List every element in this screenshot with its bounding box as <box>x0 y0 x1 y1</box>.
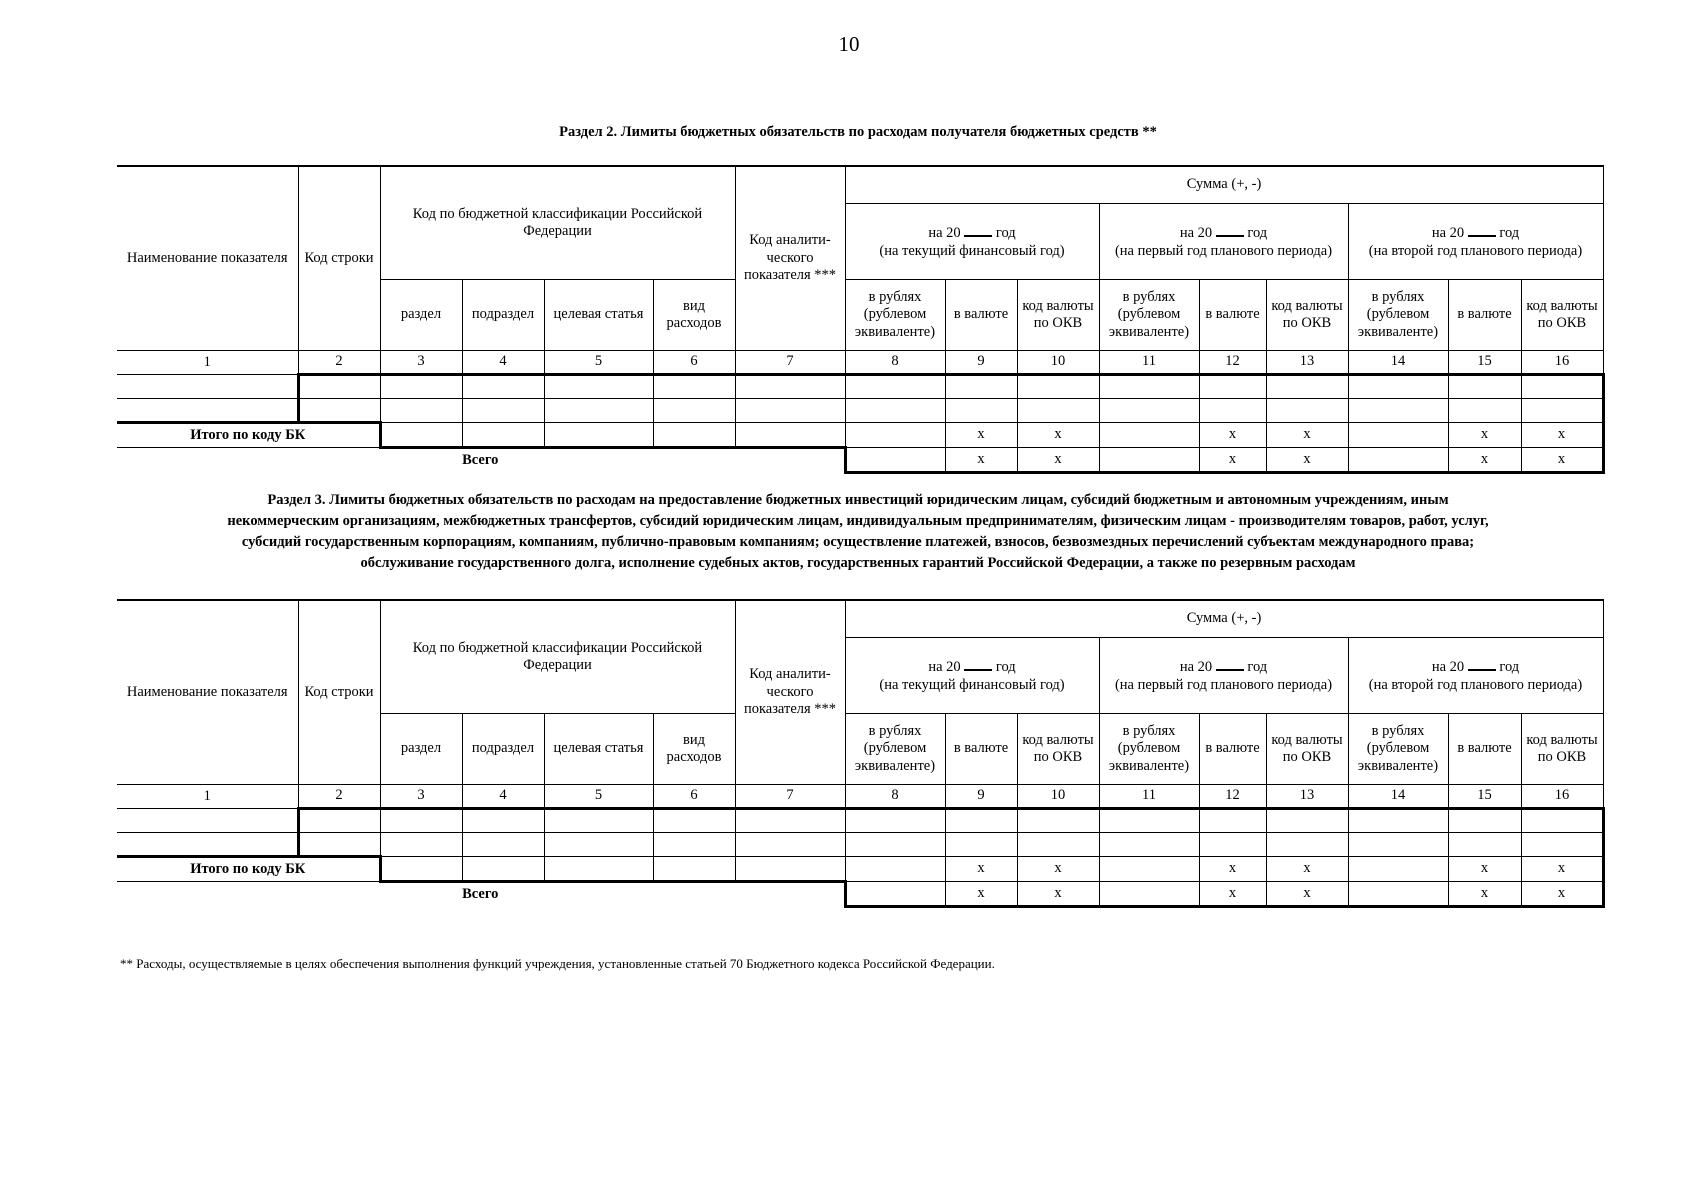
year-suffix: год <box>1499 225 1520 242</box>
cell-okv[interactable] <box>1266 375 1348 399</box>
column-number: 7 <box>735 785 845 809</box>
header-year-current <box>845 638 1099 714</box>
header-row-code: Код строки <box>298 600 380 785</box>
cell-razdel[interactable] <box>380 809 462 833</box>
column-number: 1 <box>117 785 298 809</box>
header-year-plan-2 <box>1348 638 1603 714</box>
column-number: 2 <box>298 351 380 375</box>
year-suffix: год <box>1247 659 1268 676</box>
cell-name[interactable] <box>117 809 298 833</box>
header-okv: код валюты по ОКВ <box>1521 714 1603 785</box>
cell-x: x <box>1017 423 1099 448</box>
header-podrazdel: подраздел <box>462 714 544 785</box>
header-currency: в валюте <box>945 714 1017 785</box>
cell-currency[interactable] <box>1199 375 1266 399</box>
column-number: 2 <box>298 785 380 809</box>
year-suffix: год <box>1247 225 1268 242</box>
cell-x: x <box>945 423 1017 448</box>
cell-x: x <box>1199 448 1266 473</box>
total-bk-label: Итого по коду БК <box>117 857 380 882</box>
cell-expense-type[interactable] <box>653 375 735 399</box>
cell-currency[interactable] <box>1199 833 1266 857</box>
cell-rubles[interactable] <box>1099 857 1199 882</box>
year-blank <box>964 223 992 237</box>
cell-podrazdel[interactable] <box>462 833 544 857</box>
header-target-article: целевая статья <box>544 280 653 351</box>
cell-rubles[interactable] <box>1348 882 1448 907</box>
year-suffix: год <box>1499 659 1520 676</box>
cell-rubles[interactable] <box>845 375 945 399</box>
cell-rubles[interactable] <box>1348 375 1448 399</box>
cell-razdel[interactable] <box>380 857 462 882</box>
cell-row-code[interactable] <box>298 375 380 399</box>
cell-podrazdel[interactable] <box>462 809 544 833</box>
column-number: 14 <box>1348 785 1448 809</box>
cell-target-article[interactable] <box>544 833 653 857</box>
table-row <box>117 375 1603 399</box>
cell-x: x <box>1448 448 1521 473</box>
cell-analytic[interactable] <box>735 857 845 882</box>
year-description: (на текущий финансовый год) <box>879 676 1065 693</box>
cell-okv[interactable] <box>1017 833 1099 857</box>
column-number: 5 <box>544 785 653 809</box>
column-number: 8 <box>845 351 945 375</box>
column-number: 10 <box>1017 785 1099 809</box>
cell-okv[interactable] <box>1266 809 1348 833</box>
cell-rubles[interactable] <box>845 448 945 473</box>
header-rubles: в рублях (рублевом эквиваленте) <box>1348 714 1448 785</box>
cell-podrazdel[interactable] <box>462 423 544 448</box>
cell-currency[interactable] <box>1199 399 1266 423</box>
total-label: Всего <box>462 886 499 903</box>
cell-expense-type[interactable] <box>653 809 735 833</box>
header-okv: код валюты по ОКВ <box>1521 280 1603 351</box>
cell-row-code[interactable] <box>298 399 380 423</box>
cell-x: x <box>1448 423 1521 448</box>
header-expense-type: вид расходов <box>653 280 735 351</box>
cell-row-code[interactable] <box>298 833 380 857</box>
year-description: (на первый год планового периода) <box>1114 676 1333 693</box>
cell-target-article[interactable] <box>544 399 653 423</box>
cell-rubles[interactable] <box>1099 375 1199 399</box>
column-number: 6 <box>653 351 735 375</box>
header-analytic-code: Код аналити-ческого показателя *** <box>735 600 845 785</box>
header-target-article: целевая статья <box>544 714 653 785</box>
cell-x: x <box>1266 448 1348 473</box>
column-number: 8 <box>845 785 945 809</box>
header-year-plan-1 <box>1099 204 1348 280</box>
cell-currency[interactable] <box>1448 833 1521 857</box>
cell-row-code[interactable] <box>298 809 380 833</box>
header-okv: код валюты по ОКВ <box>1017 714 1099 785</box>
year-description: (на первый год планового периода) <box>1114 242 1333 259</box>
cell-analytic[interactable] <box>735 375 845 399</box>
cell-currency[interactable] <box>1448 809 1521 833</box>
column-number: 10 <box>1017 351 1099 375</box>
cell-x: x <box>1521 448 1603 473</box>
header-okv: код валюты по ОКВ <box>1266 280 1348 351</box>
section-3-title <box>118 490 1598 574</box>
cell-rubles[interactable] <box>845 833 945 857</box>
cell-name[interactable] <box>117 399 298 423</box>
year-prefix: на 20 <box>1431 659 1465 676</box>
header-rubles: в рублях (рублевом эквиваленте) <box>1099 280 1199 351</box>
cell-x: x <box>1266 423 1348 448</box>
cell-target-article[interactable] <box>544 375 653 399</box>
cell-x: x <box>945 448 1017 473</box>
cell-currency[interactable] <box>1199 809 1266 833</box>
cell-x: x <box>945 857 1017 882</box>
header-year-current <box>845 204 1099 280</box>
cell-rubles[interactable] <box>1099 833 1199 857</box>
column-number: 3 <box>380 785 462 809</box>
year-prefix: на 20 <box>928 659 961 676</box>
cell-okv[interactable] <box>1266 833 1348 857</box>
year-suffix: год <box>995 225 1016 242</box>
column-number: 11 <box>1099 351 1199 375</box>
column-number: 11 <box>1099 785 1199 809</box>
header-rubles: в рублях (рублевом эквиваленте) <box>1099 714 1199 785</box>
cell-target-article[interactable] <box>544 423 653 448</box>
column-number: 12 <box>1199 351 1266 375</box>
cell-currency[interactable] <box>945 399 1017 423</box>
column-number: 9 <box>945 351 1017 375</box>
cell-target-article[interactable] <box>544 857 653 882</box>
year-blank <box>1468 657 1496 671</box>
cell-podrazdel[interactable] <box>462 399 544 423</box>
header-row-code: Код строки <box>298 166 380 351</box>
cell-x: x <box>1017 882 1099 907</box>
cell-expense-type[interactable] <box>653 833 735 857</box>
column-number: 13 <box>1266 785 1348 809</box>
header-razdel: раздел <box>380 714 462 785</box>
cell-rubles[interactable] <box>845 857 945 882</box>
header-currency: в валюте <box>1448 280 1521 351</box>
cell-okv[interactable] <box>1017 399 1099 423</box>
cell-razdel[interactable] <box>380 399 462 423</box>
cell-okv[interactable] <box>1521 809 1603 833</box>
cell-rubles[interactable] <box>1099 399 1199 423</box>
column-number: 15 <box>1448 785 1521 809</box>
page-number: 10 <box>838 32 860 56</box>
cell-expense-type[interactable] <box>653 857 735 882</box>
cell-x: x <box>1448 882 1521 907</box>
header-okv: код валюты по ОКВ <box>1017 280 1099 351</box>
cell-name[interactable] <box>117 833 298 857</box>
cell-analytic[interactable] <box>735 423 845 448</box>
year-prefix: на 20 <box>1179 659 1213 676</box>
cell-x: x <box>1521 423 1603 448</box>
cell-currency[interactable] <box>1448 399 1521 423</box>
cell-rubles[interactable] <box>1348 809 1448 833</box>
table-row <box>117 833 1603 857</box>
cell-currency[interactable] <box>945 809 1017 833</box>
column-number: 16 <box>1521 351 1603 375</box>
header-sum: Сумма (+, -) <box>845 600 1603 638</box>
cell-rubles[interactable] <box>845 399 945 423</box>
header-analytic-code: Код аналити-ческого показателя *** <box>735 166 845 351</box>
column-number: 9 <box>945 785 1017 809</box>
year-description: (на второй год планового периода) <box>1368 676 1583 693</box>
cell-okv[interactable] <box>1017 375 1099 399</box>
cell-podrazdel[interactable] <box>462 857 544 882</box>
column-number: 4 <box>462 785 544 809</box>
section-3-title-line: некоммерческим организациям, межбюджетных трансфертов, субсидий юридическим лицам, индивидуальным предпринимателям, физическим лицам - производителям товаров, работ, услуг, <box>227 513 1489 529</box>
table-row <box>117 399 1603 423</box>
cell-okv[interactable] <box>1266 399 1348 423</box>
header-razdel: раздел <box>380 280 462 351</box>
cell-analytic[interactable] <box>735 399 845 423</box>
cell-rubles[interactable] <box>845 882 945 907</box>
cell-x: x <box>1266 857 1348 882</box>
cell-x: x <box>1521 857 1603 882</box>
cell-rubles[interactable] <box>1099 448 1199 473</box>
cell-rubles[interactable] <box>1348 833 1448 857</box>
cell-rubles[interactable] <box>845 809 945 833</box>
cell-rubles[interactable] <box>1099 882 1199 907</box>
year-blank <box>1216 223 1244 237</box>
header-okv: код валюты по ОКВ <box>1266 714 1348 785</box>
header-currency: в валюте <box>945 280 1017 351</box>
column-number: 16 <box>1521 785 1603 809</box>
year-prefix: на 20 <box>928 225 961 242</box>
cell-analytic[interactable] <box>735 833 845 857</box>
column-number: 4 <box>462 351 544 375</box>
year-description: (на текущий финансовый год) <box>879 242 1065 259</box>
cell-x: x <box>945 882 1017 907</box>
cell-target-article[interactable] <box>544 809 653 833</box>
cell-x: x <box>1017 857 1099 882</box>
column-number: 3 <box>380 351 462 375</box>
table-row-total-bk <box>117 423 1603 448</box>
cell-name[interactable] <box>117 375 298 399</box>
table-row-total <box>117 882 1603 907</box>
column-number: 6 <box>653 785 735 809</box>
column-number: 5 <box>544 351 653 375</box>
section-2-table <box>117 165 1605 474</box>
cell-x: x <box>1448 857 1521 882</box>
cell-expense-type[interactable] <box>653 399 735 423</box>
header-expense-type: вид расходов <box>653 714 735 785</box>
cell-podrazdel[interactable] <box>462 375 544 399</box>
cell-x: x <box>1199 423 1266 448</box>
year-prefix: на 20 <box>1431 225 1465 242</box>
header-rubles: в рублях (рублевом эквиваленте) <box>845 280 945 351</box>
table-row-total <box>117 448 1603 473</box>
cell-rubles[interactable] <box>1348 448 1448 473</box>
section-3-title-line: субсидий государственным корпорациям, компаниям, публично-правовым компаниям; осуществление платежей, взносов, безвозмездных перечислений субъектам международного права; <box>241 534 1475 550</box>
header-sum: Сумма (+, -) <box>845 166 1603 204</box>
cell-currency[interactable] <box>945 375 1017 399</box>
cell-x: x <box>1521 882 1603 907</box>
cell-expense-type[interactable] <box>653 423 735 448</box>
header-currency: в валюте <box>1448 714 1521 785</box>
header-year-plan-2 <box>1348 204 1603 280</box>
year-blank <box>964 657 992 671</box>
column-number: 14 <box>1348 351 1448 375</box>
cell-okv[interactable] <box>1521 833 1603 857</box>
cell-currency[interactable] <box>945 833 1017 857</box>
cell-rubles[interactable] <box>1099 809 1199 833</box>
header-rubles: в рублях (рублевом эквиваленте) <box>845 714 945 785</box>
column-number: 1 <box>117 351 298 375</box>
header-currency: в валюте <box>1199 714 1266 785</box>
section-3-title-line: обслуживание государственного долга, исполнение судебных актов, государственных гарантий Российской Федерации, а также по резервным расходам <box>360 555 1356 571</box>
header-year-plan-1 <box>1099 638 1348 714</box>
cell-currency[interactable] <box>1448 375 1521 399</box>
total-label: Всего <box>462 452 499 469</box>
header-indicator-name: Наименование показателя <box>117 600 298 785</box>
year-blank <box>1216 657 1244 671</box>
cell-rubles[interactable] <box>1348 857 1448 882</box>
cell-rubles[interactable] <box>1348 423 1448 448</box>
table-row-total-bk <box>117 857 1603 882</box>
cell-rubles[interactable] <box>1099 423 1199 448</box>
cell-okv[interactable] <box>1017 809 1099 833</box>
column-number: 7 <box>735 351 845 375</box>
section-3-title-line: Раздел 3. Лимиты бюджетных обязательств по расходам на предоставление бюджетных инвестиций юридическим лицам, субсидий бюджетным и автономным учреждениям, иным <box>267 492 1449 508</box>
header-podrazdel: подраздел <box>462 280 544 351</box>
cell-razdel[interactable] <box>380 423 462 448</box>
cell-okv[interactable] <box>1521 375 1603 399</box>
year-suffix: год <box>995 659 1016 676</box>
cell-okv[interactable] <box>1521 399 1603 423</box>
cell-rubles[interactable] <box>845 423 945 448</box>
year-prefix: на 20 <box>1179 225 1213 242</box>
section-2-title: Раздел 2. Лимиты бюджетных обязательств по расходам получателя бюджетных средств ** <box>559 124 1157 140</box>
total-bk-label: Итого по коду БК <box>117 423 380 448</box>
header-budget-classification: Код по бюджетной классификации Российской Федерации <box>380 600 735 714</box>
cell-rubles[interactable] <box>1348 399 1448 423</box>
cell-razdel[interactable] <box>380 833 462 857</box>
table-row <box>117 809 1603 833</box>
cell-x: x <box>1199 882 1266 907</box>
header-budget-classification: Код по бюджетной классификации Российской Федерации <box>380 166 735 280</box>
year-description: (на второй год планового периода) <box>1368 242 1583 259</box>
cell-x: x <box>1199 857 1266 882</box>
header-currency: в валюте <box>1199 280 1266 351</box>
section-3-table <box>117 599 1605 908</box>
column-number: 13 <box>1266 351 1348 375</box>
year-blank <box>1468 223 1496 237</box>
column-number: 12 <box>1199 785 1266 809</box>
cell-analytic[interactable] <box>735 809 845 833</box>
cell-razdel[interactable] <box>380 375 462 399</box>
column-number: 15 <box>1448 351 1521 375</box>
footnote: ** Расходы, осуществляемые в целях обеспечения выполнения функций учреждения, установленные статьей 70 Бюджетного кодекса Российской Федерации. <box>120 956 995 971</box>
cell-x: x <box>1017 448 1099 473</box>
header-indicator-name: Наименование показателя <box>117 166 298 351</box>
cell-x: x <box>1266 882 1348 907</box>
header-rubles: в рублях (рублевом эквиваленте) <box>1348 280 1448 351</box>
